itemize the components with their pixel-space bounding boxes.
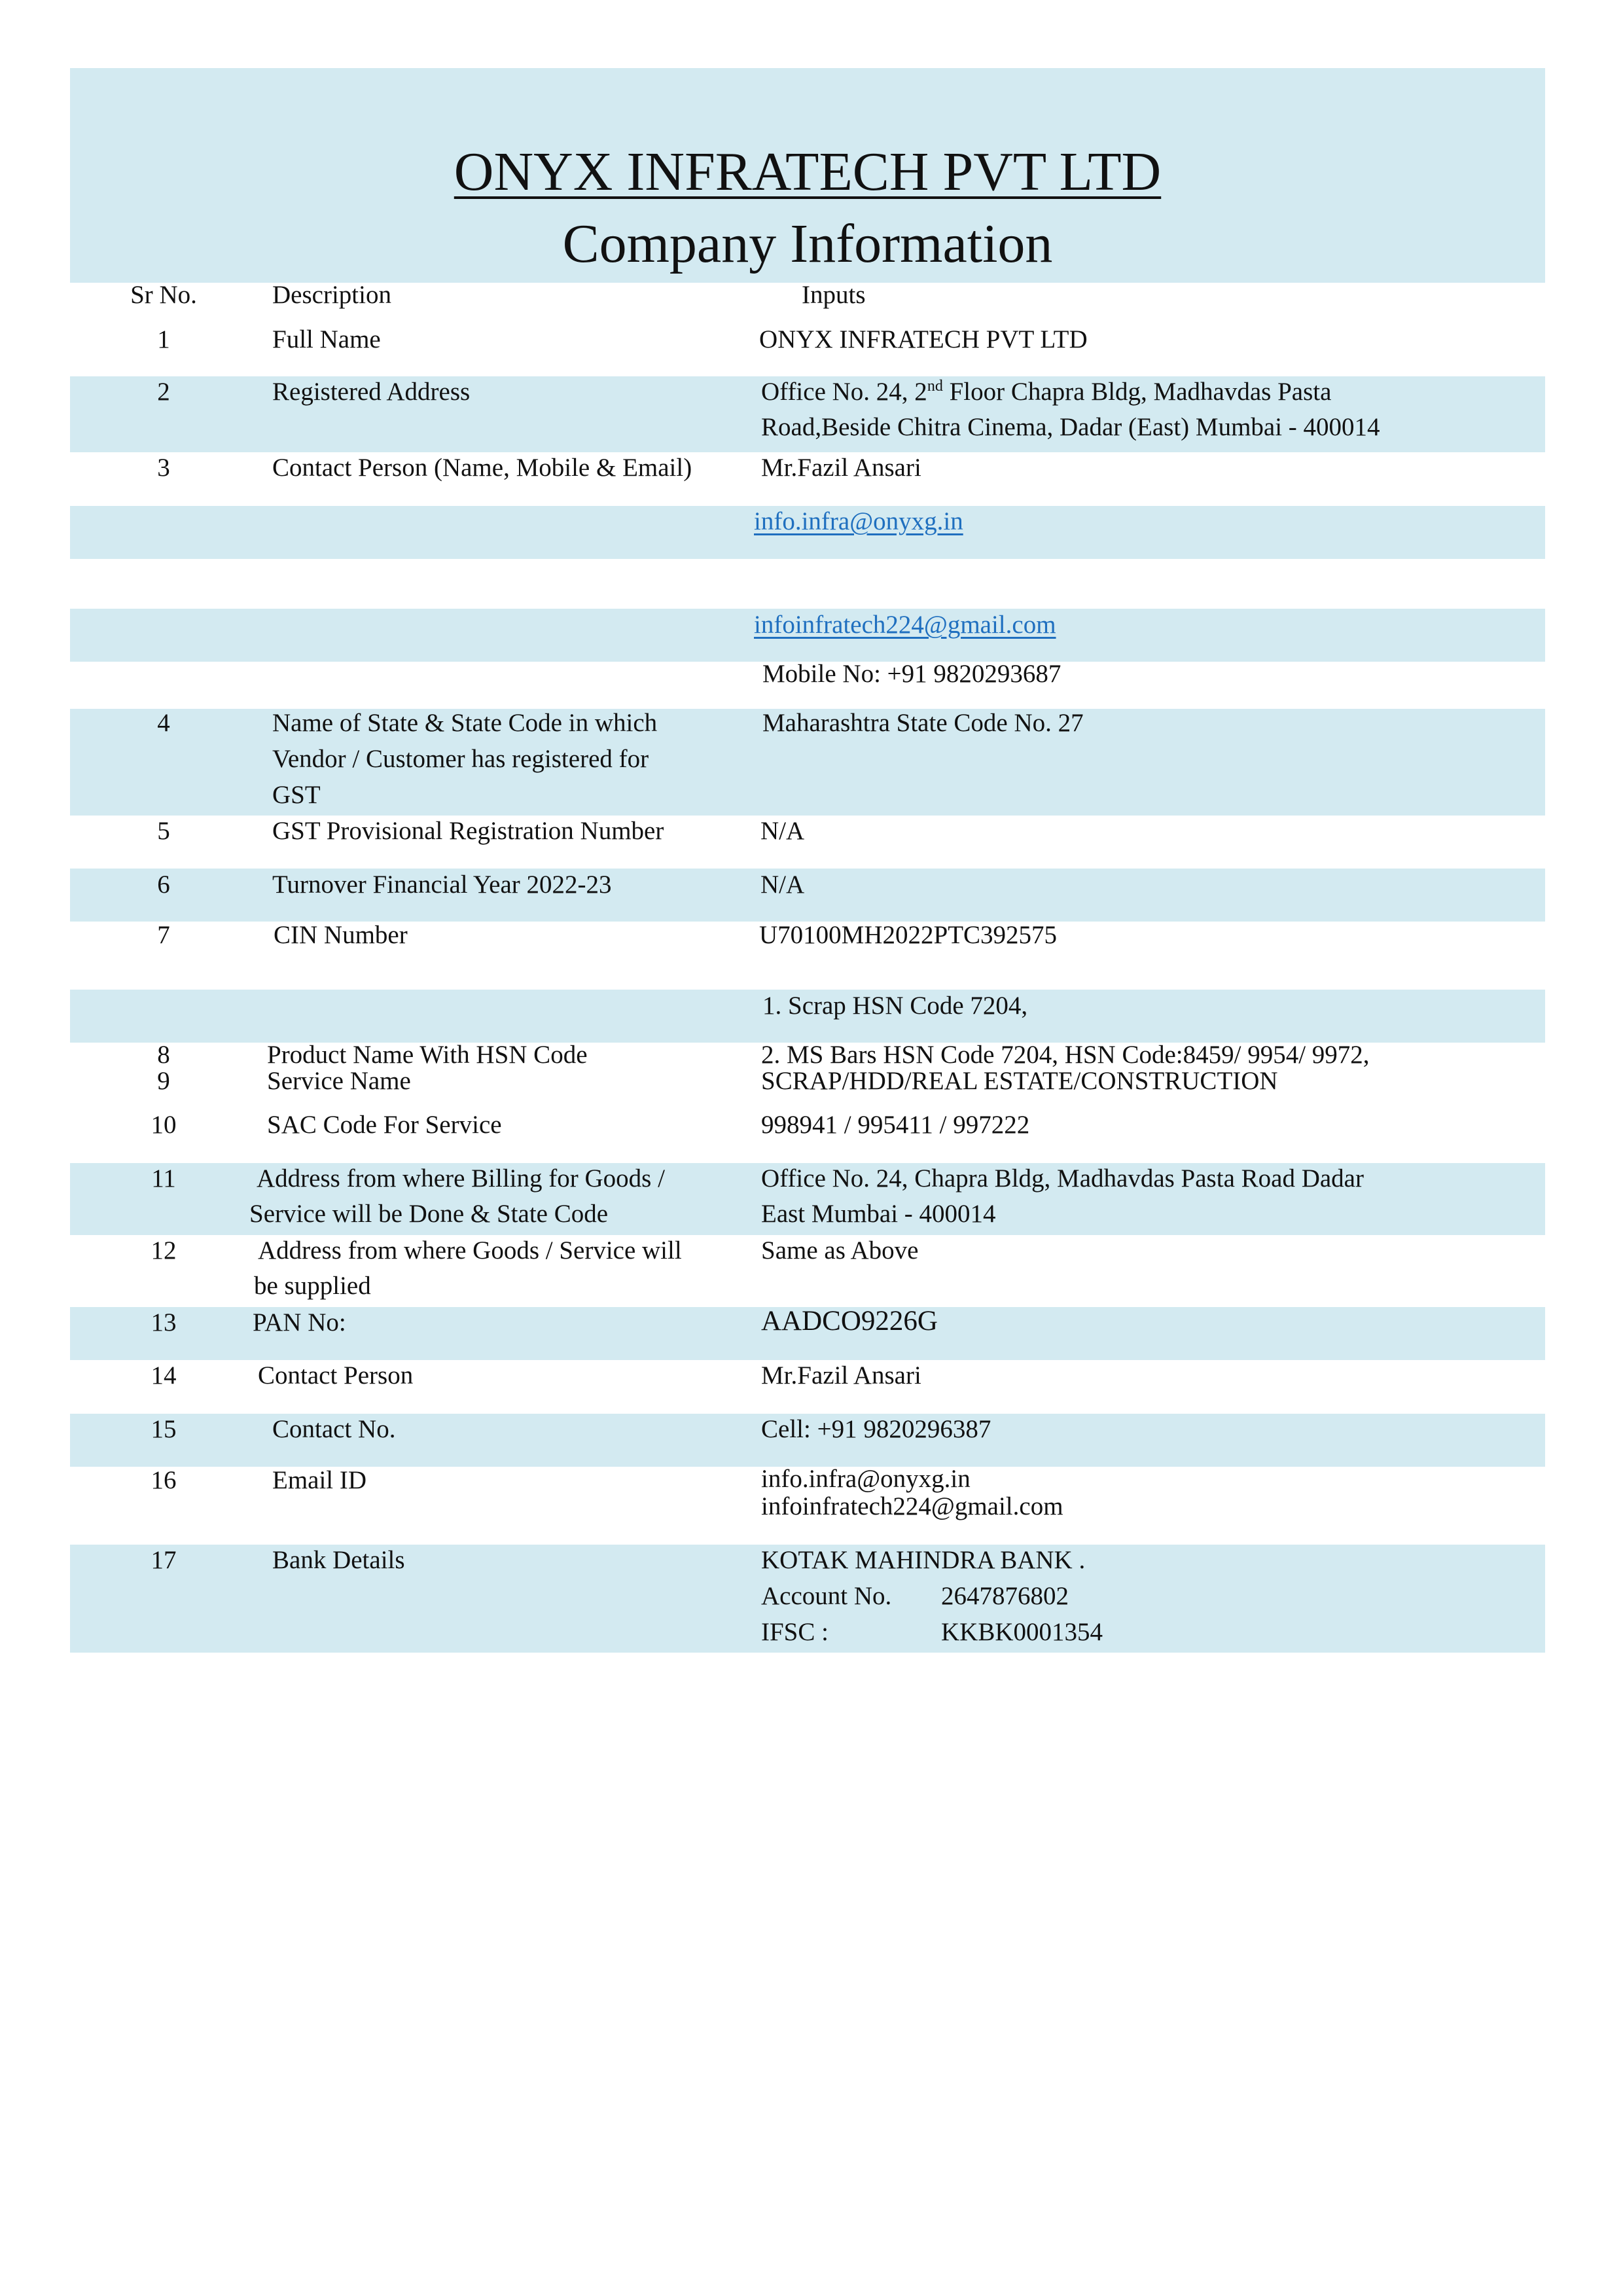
- row-17-description: Bank Details: [272, 1546, 405, 1574]
- row-4-description-line2: Vendor / Customer has registered for: [272, 745, 649, 773]
- row-5-sr: 5: [157, 817, 170, 845]
- row-13-value: AADCO9226G: [761, 1306, 938, 1336]
- row-11-sr: 11: [151, 1164, 176, 1193]
- row-8-value-line2: 2. MS Bars HSN Code 7204, HSN Code:8459/ 9954/ 9972,: [761, 1041, 1370, 1069]
- row-13-description: PAN No:: [253, 1308, 346, 1336]
- row-1-sr: 1: [157, 325, 170, 353]
- row-4-description-line1: Name of State & State Code in which: [272, 709, 658, 737]
- row-11-description-line2: Service will be Done & State Code: [249, 1200, 609, 1228]
- company-title: ONYX INFRATECH PVT LTD: [454, 141, 1162, 202]
- row-11-value-line1: Office No. 24, Chapra Bldg, Madhavdas Pasta Road Dadar: [761, 1164, 1364, 1193]
- row-11-description-line1: Address from where Billing for Goods /: [257, 1164, 665, 1193]
- row-1-value: ONYX INFRATECH PVT LTD: [759, 325, 1088, 353]
- row-17-ifsc-label: IFSC :: [761, 1618, 829, 1646]
- row-12-sr: 12: [151, 1236, 177, 1265]
- row-12-value: Same as Above: [761, 1236, 919, 1265]
- row-6-sr: 6: [157, 870, 170, 899]
- row-4-value: Maharashtra State Code No. 27: [762, 709, 1084, 737]
- row-2-sr: 2: [157, 378, 170, 406]
- row-8-value-line1: 1. Scrap HSN Code 7204,: [762, 992, 1028, 1020]
- row-8-value-line3: SCRAP/HDD/REAL ESTATE/CONSTRUCTION: [761, 1067, 1278, 1095]
- column-header-description: Description: [272, 281, 391, 309]
- row-17-account-label: Account No.: [761, 1582, 892, 1610]
- row-5-description: GST Provisional Registration Number: [272, 817, 664, 845]
- row-2-description: Registered Address: [272, 378, 471, 406]
- row-17-sr: 17: [151, 1546, 177, 1574]
- row-3-contact-name: Mr.Fazil Ansari: [761, 454, 921, 482]
- row-3-description: Contact Person (Name, Mobile & Email): [272, 454, 692, 482]
- row-7-sr: 7: [157, 921, 170, 949]
- row-14-description: Contact Person: [258, 1361, 414, 1390]
- row-3-email-link-2[interactable]: infoinfratech224@gmail.com: [754, 611, 1056, 639]
- row-6-description: Turnover Financial Year 2022-23: [272, 870, 612, 899]
- column-header-inputs: Inputs: [802, 281, 866, 309]
- row-13-sr: 13: [151, 1308, 177, 1336]
- row-15-value: Cell: +91 9820296387: [761, 1415, 991, 1443]
- row-4-description-line3: GST: [272, 781, 321, 809]
- row-5-value: N/A: [760, 817, 805, 845]
- row-16-value-line1: info.infra@onyxg.in: [761, 1465, 971, 1493]
- row-10-sr: 10: [151, 1111, 177, 1139]
- row-12-description-line1: Address from where Goods / Service will: [258, 1236, 682, 1265]
- row-6-value: N/A: [760, 870, 805, 899]
- row-1-description: Full Name: [272, 325, 381, 353]
- row-16-sr: 16: [151, 1466, 177, 1494]
- row-15-description: Contact No.: [272, 1415, 396, 1443]
- row-8-sr: 8: [157, 1041, 170, 1069]
- page-subtitle: Company Information: [562, 213, 1053, 274]
- row-17-ifsc-value: KKBK0001354: [941, 1618, 1103, 1646]
- row-2-value-line1: Office No. 24, 2nd Floor Chapra Bldg, Madhavdas Pasta: [761, 378, 1332, 406]
- row-3-sr: 3: [157, 454, 170, 482]
- row-12-description-line2: be supplied: [254, 1272, 371, 1300]
- row-14-value: Mr.Fazil Ansari: [761, 1361, 921, 1390]
- row-7-value: U70100MH2022PTC392575: [759, 921, 1058, 949]
- row-17-bank-name: KOTAK MAHINDRA BANK .: [761, 1546, 1086, 1574]
- row-2-value-line2: Road,Beside Chitra Cinema, Dadar (East) Mumbai - 400014: [761, 413, 1380, 441]
- column-header-sr: Sr No.: [130, 281, 197, 309]
- row-8-description: Product Name With HSN Code: [267, 1041, 588, 1069]
- row-11-value-line2: East Mumbai - 400014: [761, 1200, 996, 1228]
- row-3-mobile: Mobile No: +91 9820293687: [762, 660, 1061, 688]
- row-14-sr: 14: [151, 1361, 177, 1390]
- row-10-description: SAC Code For Service: [267, 1111, 502, 1139]
- row-16-description: Email ID: [272, 1466, 367, 1494]
- row-17-account-value: 2647876802: [941, 1582, 1069, 1610]
- row-9-sr: 9: [157, 1067, 170, 1095]
- row-3-email-link-1[interactable]: info.infra@onyxg.in: [754, 507, 963, 535]
- row-16-value-line2: infoinfratech224@gmail.com: [761, 1492, 1063, 1520]
- row-9-description: Service Name: [267, 1067, 411, 1095]
- row-4-sr: 4: [157, 709, 170, 737]
- row-10-value: 998941 / 995411 / 997222: [761, 1111, 1030, 1139]
- row-7-description: CIN Number: [274, 921, 408, 949]
- row-15-sr: 15: [151, 1415, 177, 1443]
